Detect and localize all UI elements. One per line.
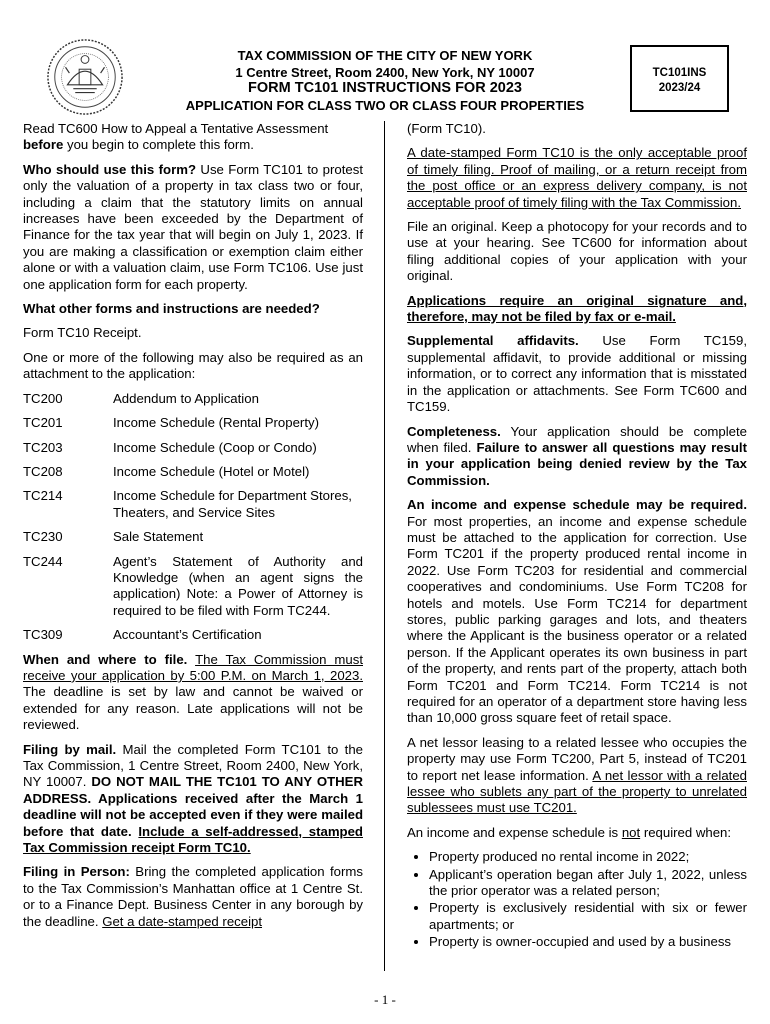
column-divider [384,121,385,971]
forms-list [23,391,363,644]
form-code: TC101INS [652,67,707,79]
form-row: TC244 Agent’s Statement of Authority and Knowledge (when an agent signs the application) Note: a Power of Attorney is required to be filed with Form TC244. [23,553,363,618]
form-row: TC214 Income Schedule for Department Stores, Theaters, and Service Sites [23,488,352,520]
page-number: - 1 - [374,992,396,1007]
list-item: • Applicant’s operation began after July 1, 2022, unless the prior operator was a related person; [429,867,747,900]
other-forms-heading: What other forms and instructions are needed? [23,301,320,317]
list-item: • Property is exclusively residential with six or fewer apartments; or [429,900,747,933]
intro-paragraph: Read TC600 How to Appeal a Tentative Assessment before you begin to complete this form. [23,121,329,153]
agency-title: TAX COMMISSION OF THE CITY OF NEW YORK [237,48,533,63]
supplemental-section: Supplemental affidavits. Use Form TC159, supplemental affidavit, to provide additional or missing information, or to correct any information that is misstated in the application or attachments. See Form TC600 and TC159. [407,333,747,415]
continued-text: (Form TC10). [407,121,486,136]
receipt-line: Form TC10 Receipt. [23,325,142,341]
person-section: Filing in Person: Bring the completed application forms to the Tax Commission’s Manhattan office at 1 Centre St. or to a Finance Dept. Business Center in any borough by the deadline. Get a date-stamped receipt [23,864,363,929]
who-section: Who should use this form? Use Form TC101 to protest only the valuation of a property in tax class two or four, including a claim that the statutory limits on annual increases have been exceeded by the Department of Finance for the tax year that will begin on July 1, 2023. If you are making a classification or exemption claim either alone or with a valuation claim, use Form TC106. Use just one application form for each property. [23,161,363,292]
original-paragraph: File an original. Keep a photocopy for your records and to use at your hearing. See TC600 for information about filing additional copies of your application with your original. [407,219,747,284]
exemption-list [407,849,747,950]
completeness-section: Completeness. Your application should be complete when filed. Failure to answer all questions may result in your application being denied review by the Tax Commission. [407,423,747,488]
form-code-box [630,45,729,112]
list-item: • Property produced no rental income in 2022; [429,849,747,865]
when-heading: When and where to file. [23,651,188,667]
mail-heading: Filing by mail. [23,741,117,757]
right-column [407,121,747,952]
left-column [23,121,363,938]
form-row: TC200 Addendum to Application [23,390,259,406]
signature-notice: Applications require an original signature and, therefore, may not be filed by fax or e-mail. [407,292,747,325]
supplemental-heading: Supplemental affidavits. [407,333,579,349]
mail-section: Filing by mail. Mail the completed Form TC101 to the Tax Commission, 1 Centre Street, Room 2400, New York, NY 10007. DO NOT MAIL THE TC101 TO ANY OTHER ADDRESS. Applications received after the March 1 deadline will not be accepted even if they were mailed before that date. Include a self-addressed, stamped Tax Commission receipt Form TC10. [23,741,363,856]
when-section: When and where to file. The Tax Commission must receive your application by 5:00 P.M. on March 1, 2023. The deadline is set by law and cannot be waived or extended for any reason. Late applications will not be reviewed. [23,651,363,733]
form-row: TC201 Income Schedule (Rental Property) [23,415,319,431]
completeness-heading: Completeness. [407,423,501,439]
who-heading: Who should use this form? [23,161,196,177]
form-row: TC203 Income Schedule (Coop or Condo) [23,439,317,455]
income-heading: An income and expense schedule may be required. [407,497,747,513]
agency-address: 1 Centre Street, Room 2400, New York, NY 10007 [235,65,535,80]
form-row: TC309 Accountant’s Certification [23,627,262,643]
not-required-intro: An income and expense schedule is not required when: [407,824,732,840]
income-section: An income and expense schedule may be required. For most properties, an income and expense schedule must be attached to the application for correction. Use Form TC201 if the property produced rental income in 2022. Use Form TC203 for residential and commercial cooperatives and condominiums. Use Form TC208 for hotels and motels. Use Form TC214 for department stores, public parking garages and lots, and theaters where the Applicant is the business operator or a related person. If the Applicant operates its own business in part of the property, and rents part of the property, attach both Form TC201 and Form TC214. Form TC214 is not required for an operator of a department store having less than 10,000 gross square feet of retail space. [407,497,747,726]
proof-paragraph: A date-stamped Form TC10 is the only acceptable proof of timely filing. Proof of mailing, or a return receipt from the post office or an express delivery company, is not acceptable proof of timely filing with the Tax Commission. [407,145,747,210]
form-title: FORM TC101 INSTRUCTIONS FOR 2023 [248,80,522,96]
list-item: • Property is owner-occupied and used by a business [429,934,747,950]
nyc-seal-icon [46,38,124,116]
form-year: 2023/24 [658,82,701,94]
form-row: TC208 Income Schedule (Hotel or Motel) [23,463,310,479]
form-subtitle: APPLICATION FOR CLASS TWO OR CLASS FOUR PROPERTIES [185,98,585,113]
person-heading: Filing in Person: [23,864,130,880]
form-row: TC230 Sale Statement [23,529,204,545]
net-lessor-paragraph: A net lessor leasing to a related lessee who occupies the property may use Form TC200, Part 5, instead of TC201 to report net lease information. A net lessor with a related lessee who sublets any part of the property to unrelated sublessees must use TC201. [407,734,747,816]
attachments-intro: One or more of the following may also be required as an attachment to the application: [23,349,363,382]
